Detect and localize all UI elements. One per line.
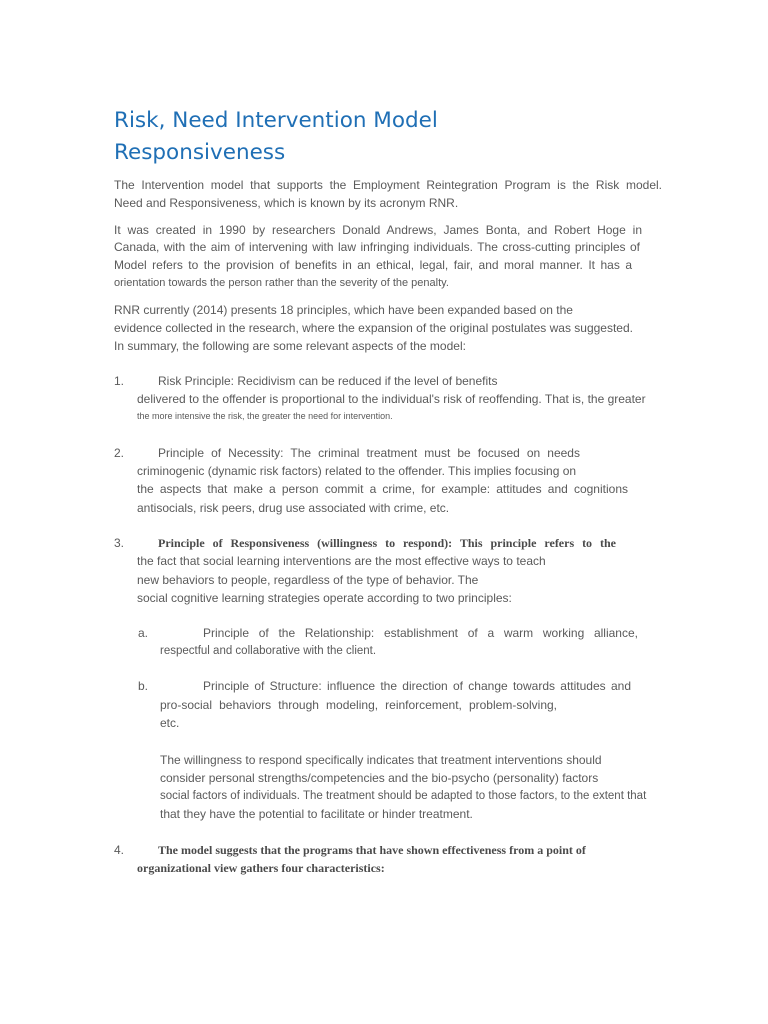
sublist-item-line: Principle of the Relationship: establishment of a warm working alliance, bbox=[203, 626, 638, 640]
note-paragraph-line: The willingness to respond specifically indicates that treatment interventions should bbox=[160, 753, 602, 767]
paragraph-line: Canada, with the aim of intervening with law infringing individuals. The cross-cutting principles of bbox=[114, 240, 640, 254]
sublist-marker: a. bbox=[138, 626, 149, 640]
title-line: Responsiveness bbox=[114, 140, 286, 165]
list-item-line: organizational view gathers four characteristics: bbox=[137, 861, 385, 875]
note-paragraph-line: consider personal strengths/competencies and the bio-psycho (personality) factors bbox=[160, 771, 599, 785]
list-item-line: The model suggests that the programs that have shown effectiveness from a point of bbox=[158, 843, 586, 857]
sublist-item-line: Principle of Structure: influence the direction of change towards attitudes and bbox=[203, 679, 631, 693]
sublist-item-line: etc. bbox=[160, 716, 180, 730]
list-marker: 1. bbox=[114, 374, 125, 388]
sublist-marker: b. bbox=[138, 679, 149, 693]
paragraph-line: The Intervention model that supports the Employment Reintegration Program is the Risk model. bbox=[114, 178, 662, 192]
paragraph-line: orientation towards the person rather than the severity of the penalty. bbox=[114, 277, 449, 289]
paragraph-line: It was created in 1990 by researchers Donald Andrews, James Bonta, and Robert Hoge in bbox=[114, 223, 642, 237]
note-paragraph-line: social factors of individuals. The treatment should be adapted to those factors, to the extent that bbox=[160, 790, 647, 802]
list-item-line: Principle of Responsiveness (willingness to respond): This principle refers to the bbox=[158, 536, 616, 550]
list-marker: 3. bbox=[114, 536, 125, 550]
paragraph-line: Model refers to the provision of benefits in an ethical, legal, fair, and moral manner. It has a bbox=[114, 258, 632, 272]
title-line: Risk, Need Intervention Model bbox=[114, 108, 438, 133]
paragraph-line: In summary, the following are some relevant aspects of the model: bbox=[114, 339, 466, 353]
paragraph-line: evidence collected in the research, where the expansion of the original postulates was suggested. bbox=[114, 321, 633, 335]
list-item-line: new behaviors to people, regardless of the type of behavior. The bbox=[137, 573, 479, 587]
list-item-line: delivered to the offender is proportional to the individual's risk of reoffending. That is, the greater bbox=[137, 392, 646, 406]
list-item-line: antisocials, risk peers, drug use associated with crime, etc. bbox=[137, 501, 450, 515]
list-item-line: the more intensive the risk, the greater the need for intervention. bbox=[137, 411, 393, 421]
note-paragraph-line: that they have the potential to facilitate or hinder treatment. bbox=[160, 807, 473, 821]
list-marker: 4. bbox=[114, 843, 125, 857]
paragraph-line: Need and Responsiveness, which is known by its acronym RNR. bbox=[114, 196, 459, 210]
sublist-item-line: respectful and collaborative with the client. bbox=[160, 645, 377, 657]
list-item-line: social cognitive learning strategies operate according to two principles: bbox=[137, 591, 512, 605]
paragraph-line: RNR currently (2014) presents 18 principles, which have been expanded based on the bbox=[114, 303, 573, 317]
list-item-line: the fact that social learning interventions are the most effective ways to teach bbox=[137, 554, 546, 568]
list-item-line: Principle of Necessity: The criminal treatment must be focused on needs bbox=[158, 446, 580, 460]
list-item-line: criminogenic (dynamic risk factors) related to the offender. This implies focusing on bbox=[137, 464, 577, 478]
sublist-item-line: pro-social behaviors through modeling, reinforcement, problem-solving, bbox=[160, 698, 557, 712]
list-marker: 2. bbox=[114, 446, 125, 460]
list-item-line: Risk Principle: Recidivism can be reduced if the level of benefits bbox=[158, 374, 498, 388]
list-item-line: the aspects that make a person commit a crime, for example: attitudes and cognitions bbox=[137, 482, 628, 496]
